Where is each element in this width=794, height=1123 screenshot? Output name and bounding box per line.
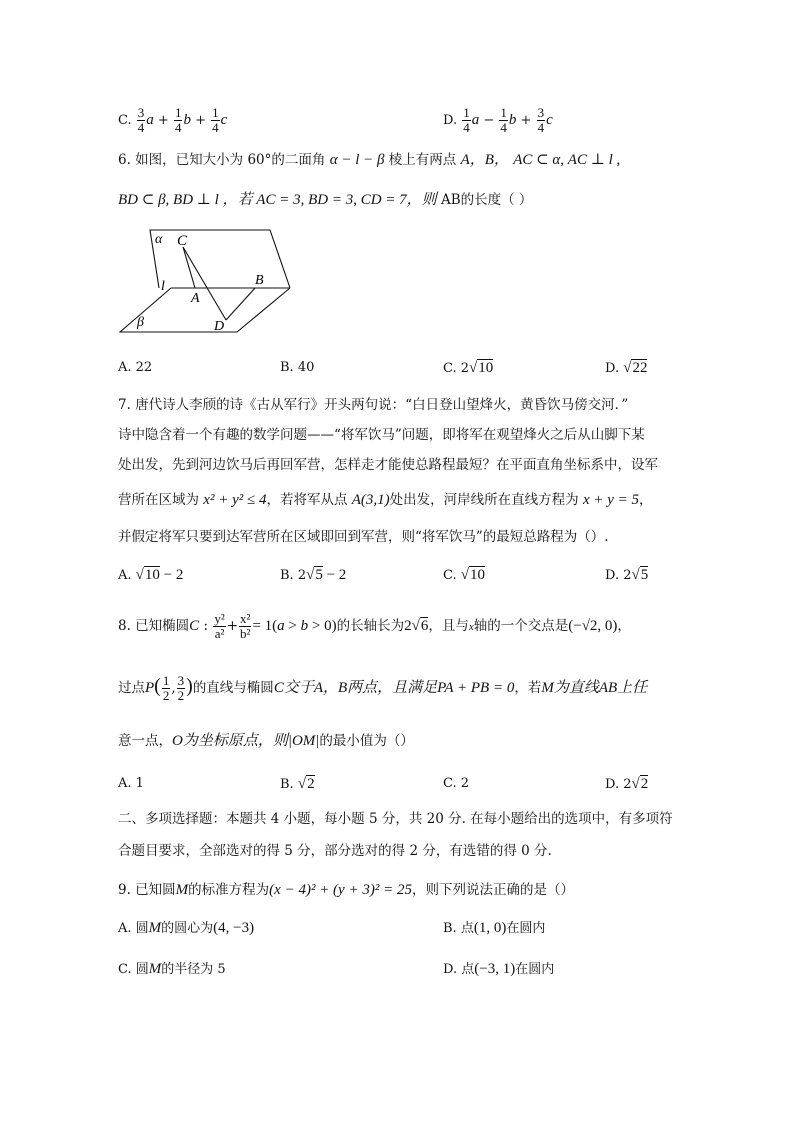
math: x [468, 621, 474, 633]
text: 的最小值为（） [319, 733, 414, 749]
text: 的直线与椭圆 [192, 680, 274, 696]
math: BD ⊂ β, BD ⊥ l ，若 AC = 3, BD = 3, CD = 7，则 [118, 192, 437, 208]
q7-line5: 并假定将军只要到达军营所在区域即回到军营，则“将军饮马”的最短总路程为（）. [118, 529, 609, 545]
option-label: C. 圆 [118, 962, 149, 977]
q7-option-a[interactable]: A. √10 − 2 [118, 567, 184, 583]
math-var: c [220, 112, 228, 128]
label-d: D [214, 319, 225, 334]
q7-option-c[interactable]: C. √10 [443, 567, 485, 583]
label-a: A [191, 291, 200, 306]
segment-ac [183, 247, 195, 288]
segment-bd [226, 288, 255, 320]
option-label: D. [443, 113, 458, 128]
label-alpha: α [155, 232, 163, 247]
text: 处出发，河岸线所在直线方程为 [389, 492, 579, 508]
text: ，若 [514, 680, 542, 696]
fraction: $\frac{1}{4}$ [500, 105, 507, 135]
vector-eq: PA + PB = 0 [437, 680, 515, 696]
math: (4, −3) [213, 920, 255, 936]
option-label: A. 圆 [118, 921, 149, 936]
sqrt-value: 6 [420, 618, 429, 634]
option-text: B. 2 [280, 568, 307, 583]
text: ，若将军从点 [266, 492, 348, 508]
q8-line3 [118, 731, 414, 751]
sqrt-value: 10 [470, 567, 485, 583]
math: (−3, 1) [474, 961, 516, 977]
math: 2 [404, 618, 412, 634]
math: M [175, 882, 189, 898]
math: A(3,1) [351, 492, 390, 508]
section2-line1: 二、多项选择题：本题共 4 小题，每小题 5 分，共 20 分. 在每小题给出的选项中，有多项符 [118, 811, 673, 827]
text: 9. 已知圆 [118, 882, 176, 898]
option-text: C. 2 [443, 361, 470, 376]
fraction: $\frac{3}{4}$ [137, 105, 145, 135]
math: (1, 0) [473, 920, 507, 936]
q8-line1: 8. 已知椭圆C : $\frac{\text{y²}}{\text{a²}}$ + $\frac{\text{x²}}{\text{b²}}$ = 1(a > b > 0)的长轴长为2√6，且与x轴的一个交点是(−√2, 0)， [118, 611, 631, 641]
math: M [148, 920, 162, 936]
label-b: B [255, 273, 264, 288]
text: 8. 已知椭圆 [118, 618, 190, 634]
option-text: D. 2 [605, 568, 632, 583]
q8-option-d[interactable]: D. 2√2 [605, 776, 649, 792]
q6-line2 [118, 190, 532, 210]
math: − 2 [322, 567, 347, 583]
math: x + y = 5 [582, 492, 640, 508]
sqrt-value: 5 [315, 567, 323, 583]
q5-option-d[interactable]: D. $\frac{1}{4}$ a − $\frac{1}{4}$ b + $\frac{3}{4}$ c [443, 105, 553, 135]
fraction: $\frac{1}{4}$ [174, 105, 182, 135]
math: A，B两点，且满足 [313, 680, 438, 696]
q6-line1 [118, 150, 620, 170]
text: 轴的一个交点是 [473, 618, 569, 634]
segment-cd [183, 247, 226, 320]
option-text: D. [605, 361, 620, 376]
fraction: $\frac{\text{x²}}{\text{b²}}$ [240, 611, 251, 641]
option-text: C. [443, 568, 457, 583]
option-text: B. 40 [280, 360, 315, 375]
q7-line3: 处出发，先到河边饮马后再回军营，怎样走才能使总路程最短？在平面直角坐标系中，设军 [118, 457, 658, 473]
q8-option-b[interactable]: B. √2 [280, 776, 315, 792]
math: A，B， [460, 152, 509, 168]
q8-option-c[interactable] [443, 774, 469, 794]
fraction: $\frac{\text{y²}}{\text{a²}}$ [214, 611, 225, 641]
label-c: C [177, 233, 188, 249]
q7-line4 [118, 490, 653, 510]
fraction: $\frac{1}{4}$ [212, 105, 219, 135]
q6-option-c[interactable]: C. 2√10 [443, 360, 494, 376]
fraction: $\frac{3}{2}$ [177, 673, 185, 703]
q7-line2: 诗中隐含着一个有趣的数学问题——“将军饮马”问题，即将军在观望烽火之后从山脚下某 [118, 427, 645, 443]
option-text: 的圆心为 [161, 921, 214, 936]
math: M为直线 [541, 680, 599, 696]
q9-option-d[interactable] [443, 959, 554, 980]
text: ， [617, 618, 631, 634]
fraction: $\frac{1}{2}$ [162, 673, 170, 703]
q9-option-c[interactable] [118, 959, 226, 980]
option-label: D. 点 [443, 962, 475, 977]
option-text: 在圆内 [515, 962, 555, 977]
q6-option-a[interactable] [118, 358, 152, 378]
fraction: $\frac{3}{4}$ [537, 105, 545, 135]
sqrt-value: 2 [640, 776, 649, 792]
option-text: 在圆内 [506, 921, 546, 936]
text: ， [639, 492, 653, 508]
math: AC ⊂ α, AC ⊥ l , [513, 152, 621, 168]
math: x² + y² ≤ 4 [203, 492, 267, 508]
q6-option-b[interactable] [280, 358, 314, 378]
text: 过点 [118, 680, 145, 696]
q9-option-b[interactable] [443, 918, 545, 939]
option-label: B. 点 [443, 921, 474, 936]
q7-line1: 7. 唐代诗人李颀的诗《古从军行》开头两句说：“白日登山望烽火，黄昏饮马傍交河．” [118, 397, 629, 413]
math: AB上任 [598, 680, 648, 696]
text: 意一点， [118, 733, 172, 749]
math: (x − 4)² + (y + 3)² = 25 [269, 882, 412, 898]
plane-alpha [150, 230, 290, 288]
math: (−√2, 0) [568, 618, 618, 634]
option-text: C. 2 [443, 776, 470, 791]
label-beta: β [137, 315, 144, 330]
label-l: l [161, 279, 165, 294]
q7-option-b[interactable]: B. 2√5 − 2 [280, 567, 347, 583]
text: ，且与 [428, 618, 469, 634]
math: |OM| [287, 733, 320, 749]
text: AB的长度（ ） [440, 192, 533, 208]
text: ，则下列说法正确的是（） [411, 882, 574, 898]
sqrt-value: 10 [478, 360, 494, 376]
option-text: B. [280, 777, 294, 792]
fraction: $\frac{1}{4}$ [463, 105, 470, 135]
math: O为坐标原点，则 [172, 733, 288, 749]
sqrt-value: 5 [640, 567, 649, 583]
option-text: A. [118, 568, 132, 583]
option-text: A. 1 [118, 776, 144, 791]
sqrt-value: 22 [632, 360, 648, 376]
q8-option-a[interactable] [118, 774, 144, 794]
text: 的标准方程为 [188, 882, 270, 898]
dihedral-figure [115, 222, 300, 340]
math: − 2 [159, 567, 184, 583]
option-text: D. 2 [605, 777, 632, 792]
text: 的长轴长为 [336, 618, 405, 634]
text: 6. 如图，已知大小为 60°的二面角 [118, 152, 326, 168]
math-var: c [546, 112, 553, 128]
q5-option-c[interactable]: C. $\frac{3}{4}$ a + $\frac{1}{4}$ b + $\frac{1}{4}$ c [118, 105, 228, 135]
q9-option-a[interactable] [118, 918, 254, 939]
text: 棱上有两点 [388, 152, 457, 168]
q7-option-d[interactable]: D. 2√5 [605, 567, 649, 583]
q6-option-d[interactable]: D. √22 [605, 360, 648, 376]
math: M [148, 961, 162, 977]
math: C交于 [273, 680, 314, 696]
q9-stem [118, 880, 574, 900]
plane-beta [120, 288, 290, 332]
sqrt-value: 2 [307, 776, 315, 792]
option-text: 的半径为 5 [161, 962, 226, 977]
option-text: A. 22 [118, 360, 153, 375]
option-label: C. [118, 113, 132, 128]
sqrt-value: 10 [144, 567, 160, 583]
section2-line2: 合题目要求，全部选对的得 5 分，部分选对的得 2 分，有选错的得 0 分. [118, 843, 552, 859]
math: α − l − β [329, 152, 385, 168]
text: 营所在区域为 [118, 492, 199, 508]
q8-line2: 过点P( $\frac{1}{2}$ , $\frac{3}{2}$ )的直线与椭圆C交于A，B两点，且满足PA + PB = 0，若M为直线AB上任 [118, 673, 648, 703]
